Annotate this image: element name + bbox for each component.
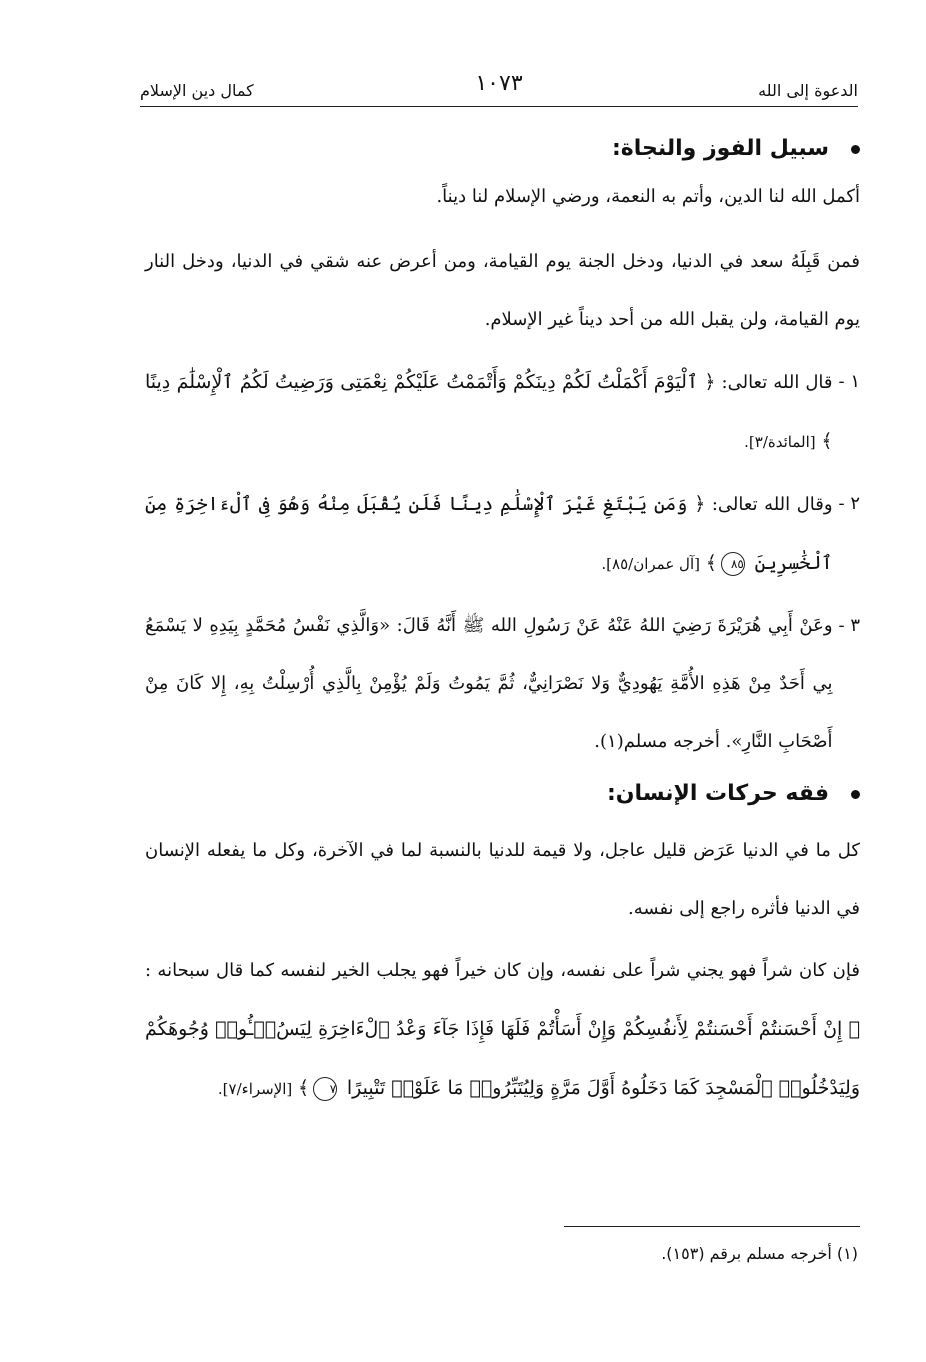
- section-heading-human-actions: [145, 781, 860, 806]
- paragraph: أكمل الله لنا الدين، وأتم به النعمة، ورضي الإسلام لنا ديناً.: [436, 186, 860, 207]
- verse-number-mark: ٧: [313, 1077, 337, 1101]
- footnote: (١) أخرجه مسلم برقم (١٥٣).: [661, 1244, 858, 1263]
- bullet-icon: [851, 145, 860, 154]
- bullet-icon: [851, 790, 860, 799]
- page-header: [140, 66, 858, 107]
- quran-verse: ﴿ إِنْ أَحْسَنتُمْ أَحْسَنتُمْ لِأَنفُسِكُمْ وَإِنْ أَسَأْتُمْ فَلَهَا فَإِذَا جَآءَ وَعْدُ ٱلْءَاخِرَةِ لِيَسُۥٓـُٔوا۟ وُجُوهَكُمْ وَلِيَدْخُلُوا۟ ٱلْمَسْجِدَ كَمَا دَخَلُوهُ أَوَّلَ مَرَّةٍ وَلِيُتَبِّرُوا۟ مَا عَلَوْا۟ تَتْبِيرًا: [145, 1018, 860, 1099]
- header-book-title: الدعوة إلى الله: [758, 81, 858, 100]
- list-item: [145, 475, 860, 593]
- heading-text: سبيل الفوز والنجاة:: [611, 136, 829, 161]
- verse-reference: [آل عمران/٨٥].: [601, 555, 700, 573]
- paragraph: [145, 942, 860, 1118]
- verse-number-mark: ٨٥: [721, 552, 745, 576]
- item-text: وعَنْ أَبِي هُرَيْرَةَ رَضِيَ اللهُ عَنْهُ عَنْ رَسُولِ الله ﷺ أَنَّهُ قَالَ: «وَالَّذِي نَفْسُ مُحَمَّدٍ بِيَدِهِ لا يَسْمَعُ بِي أَحَدٌ مِنْ هَذِهِ الأُمَّةِ يَهُودِيٌّ وَلا نَصْرَانِيٌّ، ثُمَّ يَمُوتُ وَلَمْ يُؤْمِنْ بِالَّذِي أُرْسِلْتُ بِهِ، إِلا كَانَ مِنْ أَصْحَابِ النَّارِ». أخرجه مسلم(١).: [145, 615, 833, 752]
- item-text: [145, 353, 833, 471]
- page-body: [145, 136, 860, 1122]
- list-item: [145, 353, 860, 471]
- item-number: ٢ -: [838, 493, 860, 514]
- item-intro: قال الله تعالى:: [721, 372, 833, 393]
- list-item: [145, 597, 860, 771]
- item-number: ١ -: [838, 371, 860, 392]
- paragraph: فمن قَبِلَهُ سعد في الدنيا، ودخل الجنة يوم القيامة، ومن أعرض عنه شقي في الدنيا، ودخل النار يوم القيامة، ولن يقبل الله من أحد ديناً غير الإسلام.: [145, 251, 860, 330]
- verse-reference: [المائدة/٣].: [744, 433, 816, 451]
- paragraph: كل ما في الدنيا عَرَض قليل عاجل، ولا قيمة للدنيا بالنسبة لما في الآخرة، وكل ما يفعله الإنسان في الدنيا فأثره راجع إلى نفسه.: [145, 840, 860, 919]
- verse-close-bracket: ﴾: [705, 552, 717, 574]
- header-chapter-title: كمال دين الإسلام: [140, 81, 254, 100]
- section-heading-salvation: [145, 136, 860, 161]
- heading-text: فقه حركات الإنسان:: [606, 781, 829, 806]
- item-text: [145, 475, 833, 593]
- quran-verse: ﴿ وَمَن يَبْتَغِ غَيْرَ ٱلْإِسْلَٰمِ دِينًا فَلَن يُقْبَلَ مِنْهُ وَهُوَ فِى ٱلْءَاخِرَةِ مِنَ ٱلْخَٰسِرِينَ: [145, 493, 833, 574]
- page-number: ١٠٧٣: [475, 71, 523, 96]
- verse-close-bracket: ﴾: [298, 1077, 310, 1099]
- item-intro: وقال الله تعالى:: [711, 494, 833, 515]
- verse-reference: [الإسراء/٧].: [217, 1080, 293, 1098]
- footnote-divider: [564, 1226, 860, 1227]
- item-number: ٣ -: [838, 615, 860, 636]
- quran-verse: ﴿ ٱلْيَوْمَ أَكْمَلْتُ لَكُمْ دِينَكُمْ وَأَتْمَمْتُ عَلَيْكُمْ نِعْمَتِى وَرَضِيتُ لَكُمُ ٱلْإِسْلَٰمَ دِينًا ﴾: [145, 371, 833, 452]
- paragraph-intro: فإن كان شراً فهو يجني شراً على نفسه، وإن كان خيراً فهو يجلب الخير لنفسه كما قال سبحانه :: [145, 960, 860, 981]
